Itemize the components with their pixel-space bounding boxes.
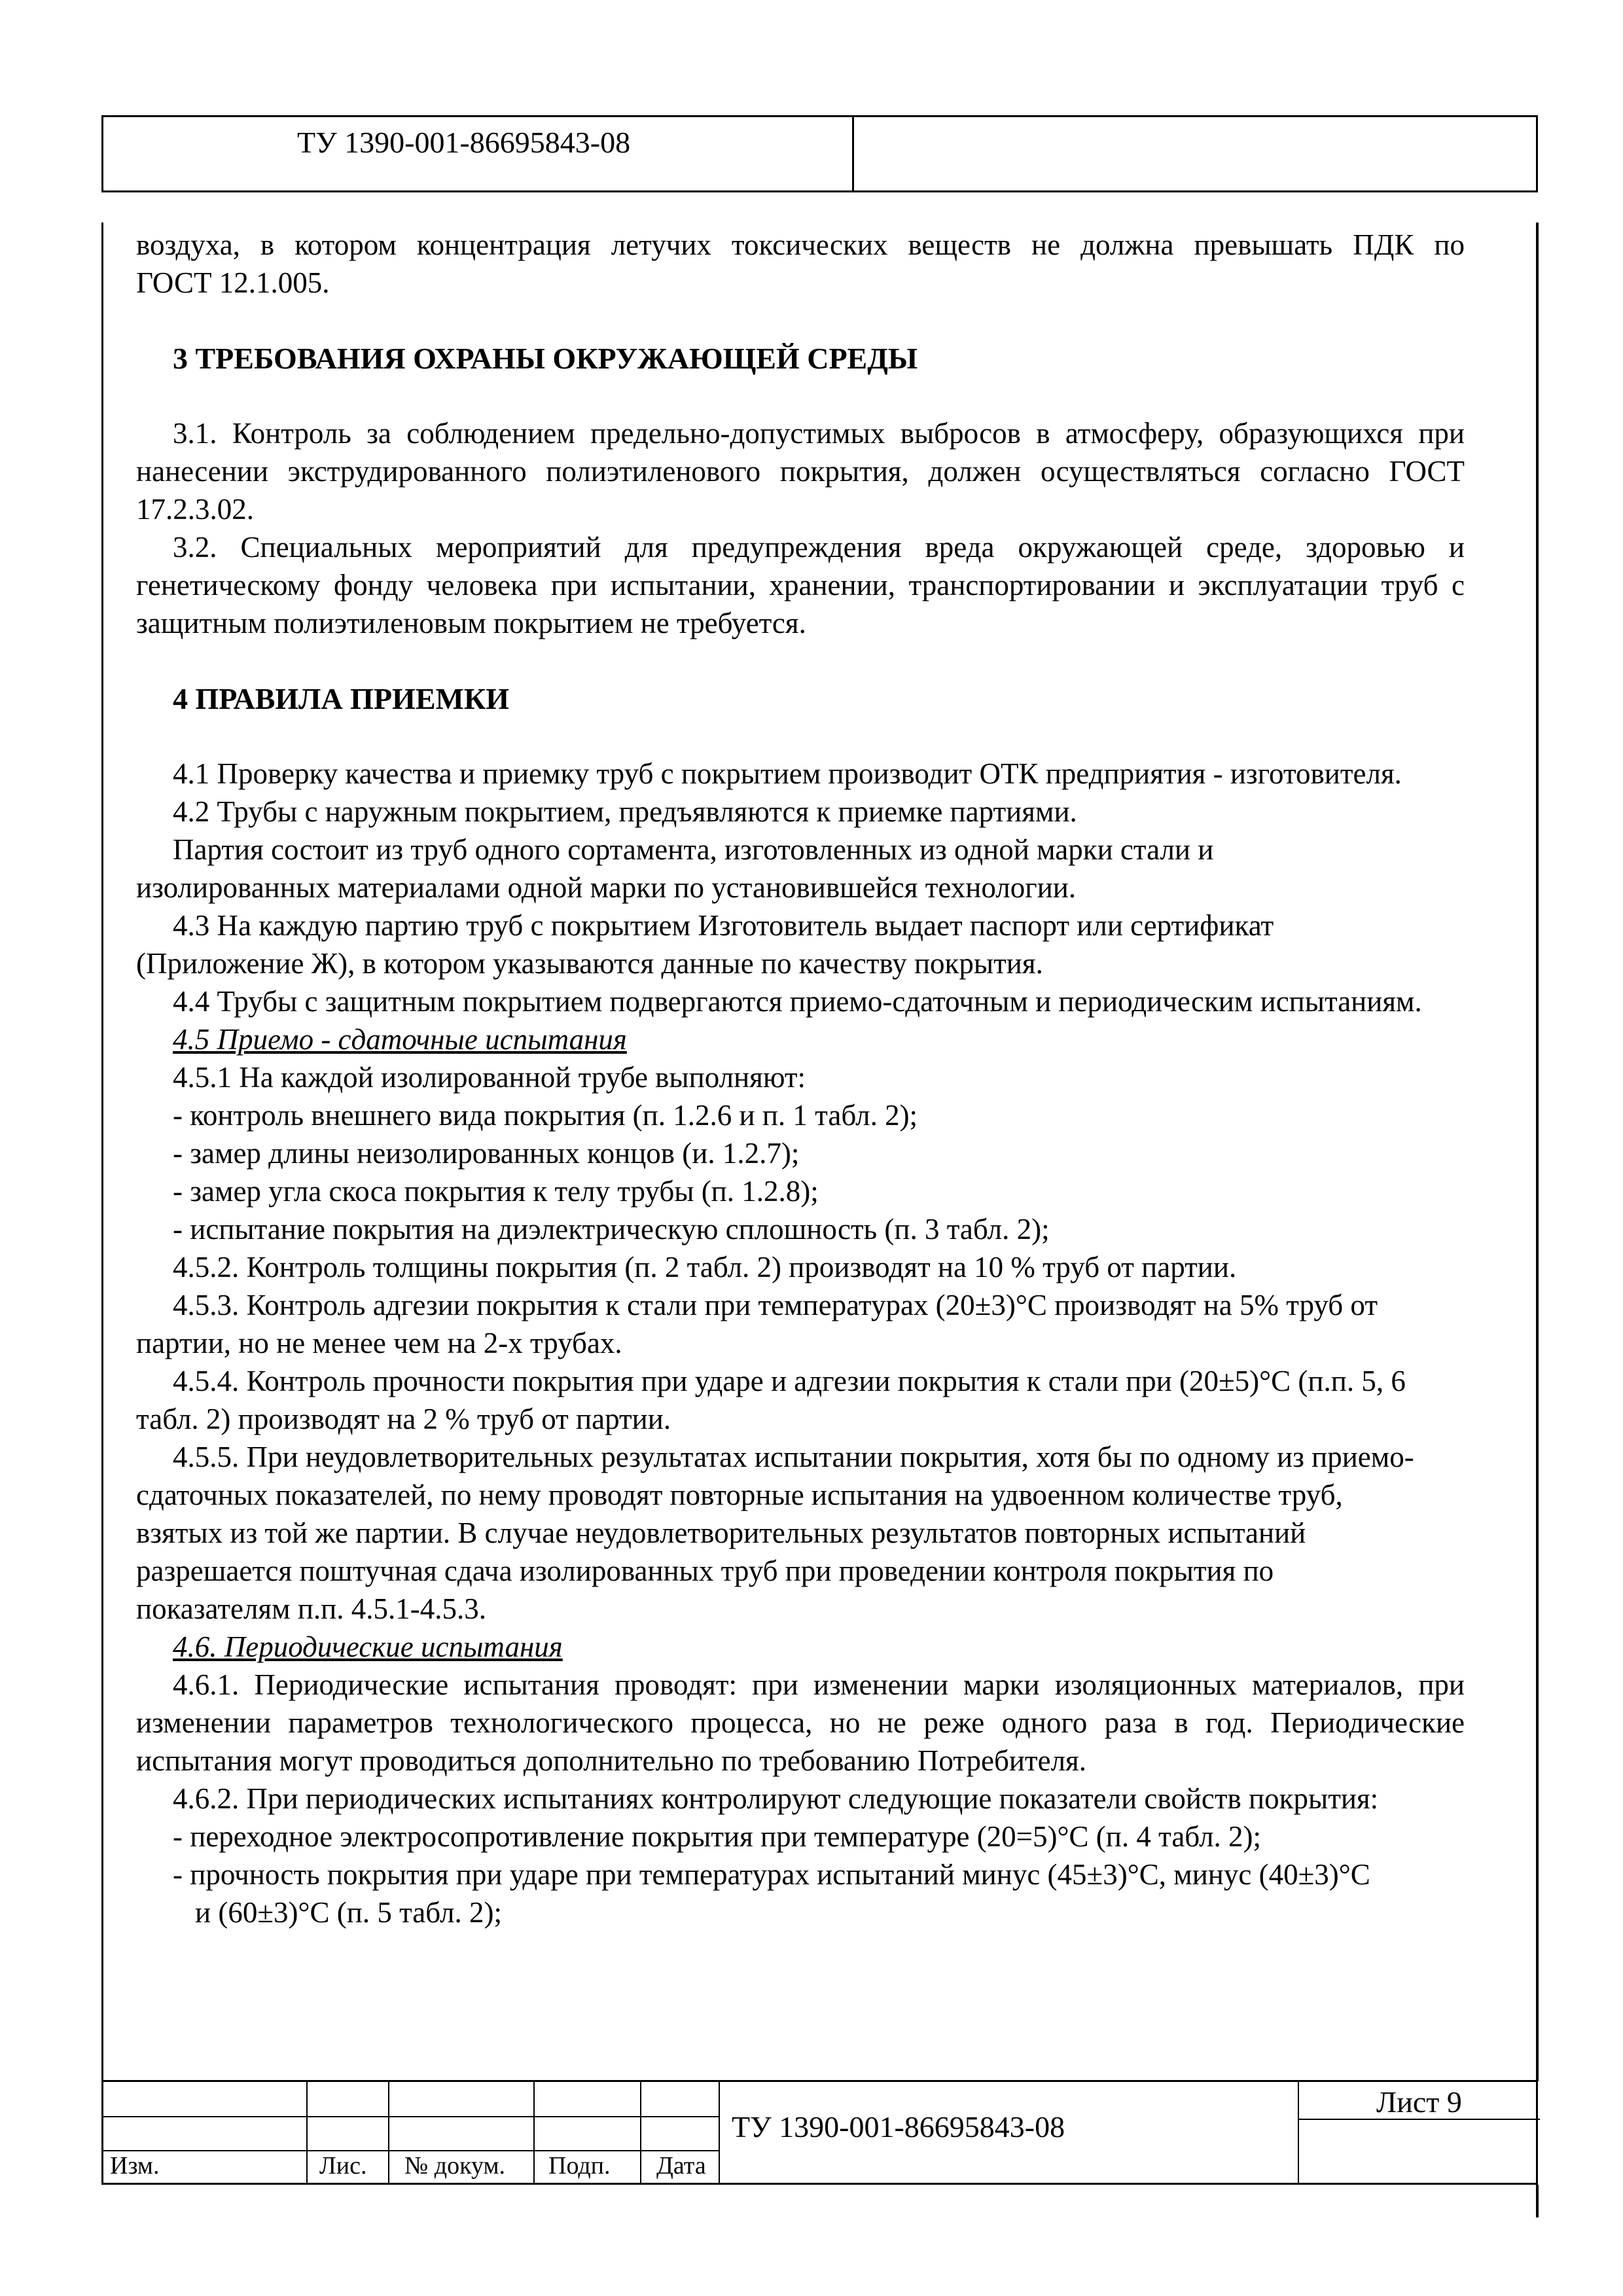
list-item-2: - замер длины неизолированных концов (и. 1.2.7);: [173, 1137, 800, 1170]
stamp-divider: [719, 2082, 720, 2183]
frame-right-line: [1536, 223, 1539, 2081]
para-3-2: 3.2. Специальных мероприятий для предупреждения вреда окружающей среде, здоровью и генетическому фонду человека при испытании, хранении, транспортировании и эксплуатации труб с защитным полиэтиленовым покрытием не требуется.: [136, 531, 1465, 639]
subtitle-4-5: 4.5 Приемо - сдаточные испытания: [173, 1023, 627, 1056]
header-box: [101, 115, 1538, 192]
stamp-label-data: Дата: [656, 2152, 706, 2179]
list-item-6: - прочность покрытия при ударе при температурах испытаний минус (45±3)°С, минус (40±3)°С и (60±3)°С (п. 5 табл. 2);: [173, 1858, 1370, 1929]
para-4-6-1: 4.6.1. Периодические испытания проводят: при изменении марки изоляционных материалов, при изменении параметров технологического процесса, но не реже одного раза в год. Периодические испытания могут проводиться дополнительно по требованию Потребителя.: [136, 1668, 1465, 1777]
subtitle-4-6: 4.6. Периодические испытания: [173, 1630, 563, 1663]
list-item-5: - переходное электросопротивление покрытия при температуре (20=5)°С (п. 4 табл. 2);: [173, 1820, 1262, 1853]
stamp-divider: [306, 2082, 308, 2183]
continuation-line-2: ГОСТ 12.1.005.: [136, 266, 330, 299]
header-empty-cell: [854, 117, 1536, 190]
stamp-label-doc: № докум.: [404, 2152, 506, 2179]
para-4-5-3: 4.5.3. Контроль адгезии покрытия к стали при температурах (20±3)°С производят на 5% труб от партии, но не менее чем на 2-х трубах.: [136, 1289, 1378, 1359]
section-4-title: 4 ПРАВИЛА ПРИЕМКИ: [173, 682, 510, 715]
subtitle-4-5-wrap: [136, 1020, 1465, 1058]
frame-right-line-lower: [1536, 2185, 1539, 2217]
list-item-1: - контроль внешнего вида покрытия (п. 1.2.6 и п. 1 табл. 2);: [173, 1099, 918, 1132]
list-item-4: - испытание покрытия на диэлектрическую сплошность (п. 3 табл. 2);: [173, 1213, 1050, 1246]
stamp-divider: [533, 2082, 535, 2183]
para-4-1: 4.1 Проверку качества и приемку труб с покрытием производит ОТК предприятия - изготовителя.: [173, 757, 1402, 790]
stamp-divider: [640, 2082, 641, 2183]
section-3-title: 3 ТРЕБОВАНИЯ ОХРАНЫ ОКРУЖАЮЩЕЙ СРЕДЫ: [173, 342, 918, 375]
para-4-5-4: 4.5.4. Контроль прочности покрытия при ударе и адгезии покрытия к стали при (20±5)°С (п.п. 5, 6 табл. 2) производят на 2 % труб от партии.: [136, 1365, 1406, 1435]
stamp-label-podp: Подп.: [548, 2152, 611, 2179]
stamp-label-izm: Изм.: [110, 2152, 160, 2179]
para-4-3: 4.3 На каждую партию труб с покрытием Изготовитель выдает паспорт или сертификат (Приложение Ж), в котором указываются данные по качеству покрытия.: [136, 909, 1274, 980]
para-4-4: 4.4 Трубы с защитным покрытием подвергаются приемо-сдаточным и периодическим испытаниям.: [173, 985, 1422, 1018]
header-doc-code: ТУ 1390-001-86695843-08: [103, 117, 854, 190]
stamp-divider: [1298, 2082, 1299, 2183]
para-4-5-5: 4.5.5. При неудовлетворительных результатах испытании покрытия, хотя бы по одному из приемо-сдаточных показателей, по нему проводят повторные испытания на удвоенном количестве труб, взятых из той же партии. В случае неудовлетворительных результатов повторных испытаний разрешается поштучная сдача изолированных труб при проведении контроля покрытия по показателям п.п. 4.5.1-4.5.3.: [136, 1441, 1414, 1625]
para-4-2: 4.2 Трубы с наружным покрытием, предъявляются к приемке партиями.: [173, 795, 1077, 828]
stamp-label-lis: Лис.: [319, 2152, 367, 2179]
stamp-divider: [388, 2082, 389, 2183]
title-block: [101, 2080, 1538, 2185]
frame-left-line: [101, 223, 103, 2081]
stamp-row-line: [103, 2116, 719, 2117]
para-3-1: 3.1. Контроль за соблюдением предельно-допустимых выбросов в атмосферу, образующихся при нанесении экструдированного полиэтиленового покрытия, должен осуществляться согласно ГОСТ 17.2.3.02.: [136, 417, 1465, 526]
para-4-5-1: 4.5.1 На каждой изолированной трубе выполняют:: [173, 1061, 806, 1094]
stamp-sheet-number: Лист 9: [1376, 2085, 1462, 2119]
para-4-5-2: 4.5.2. Контроль толщины покрытия (п. 2 табл. 2) производят на 10 % труб от партии.: [173, 1251, 1237, 1283]
para-4-2b: Партия состоит из труб одного сортамента, изготовленных из одной марки стали и изолированных материалами одной марки по установившейся технологии.: [136, 833, 1214, 904]
list-item-3: - замер угла скоса покрытия к телу трубы (п. 1.2.8);: [173, 1175, 819, 1208]
para-4-6-2: 4.6.2. При периодических испытаниях контролируют следующие показатели свойств покрытия:: [173, 1782, 1379, 1815]
subtitle-4-6-wrap: [136, 1628, 1465, 1666]
document-body: [136, 226, 1465, 1931]
stamp-doc-code: ТУ 1390-001-86695843-08: [732, 2110, 1065, 2144]
continuation-line-1: воздуха, в котором концентрация летучих токсических веществ не должна превышать ПДК по: [136, 228, 1465, 261]
